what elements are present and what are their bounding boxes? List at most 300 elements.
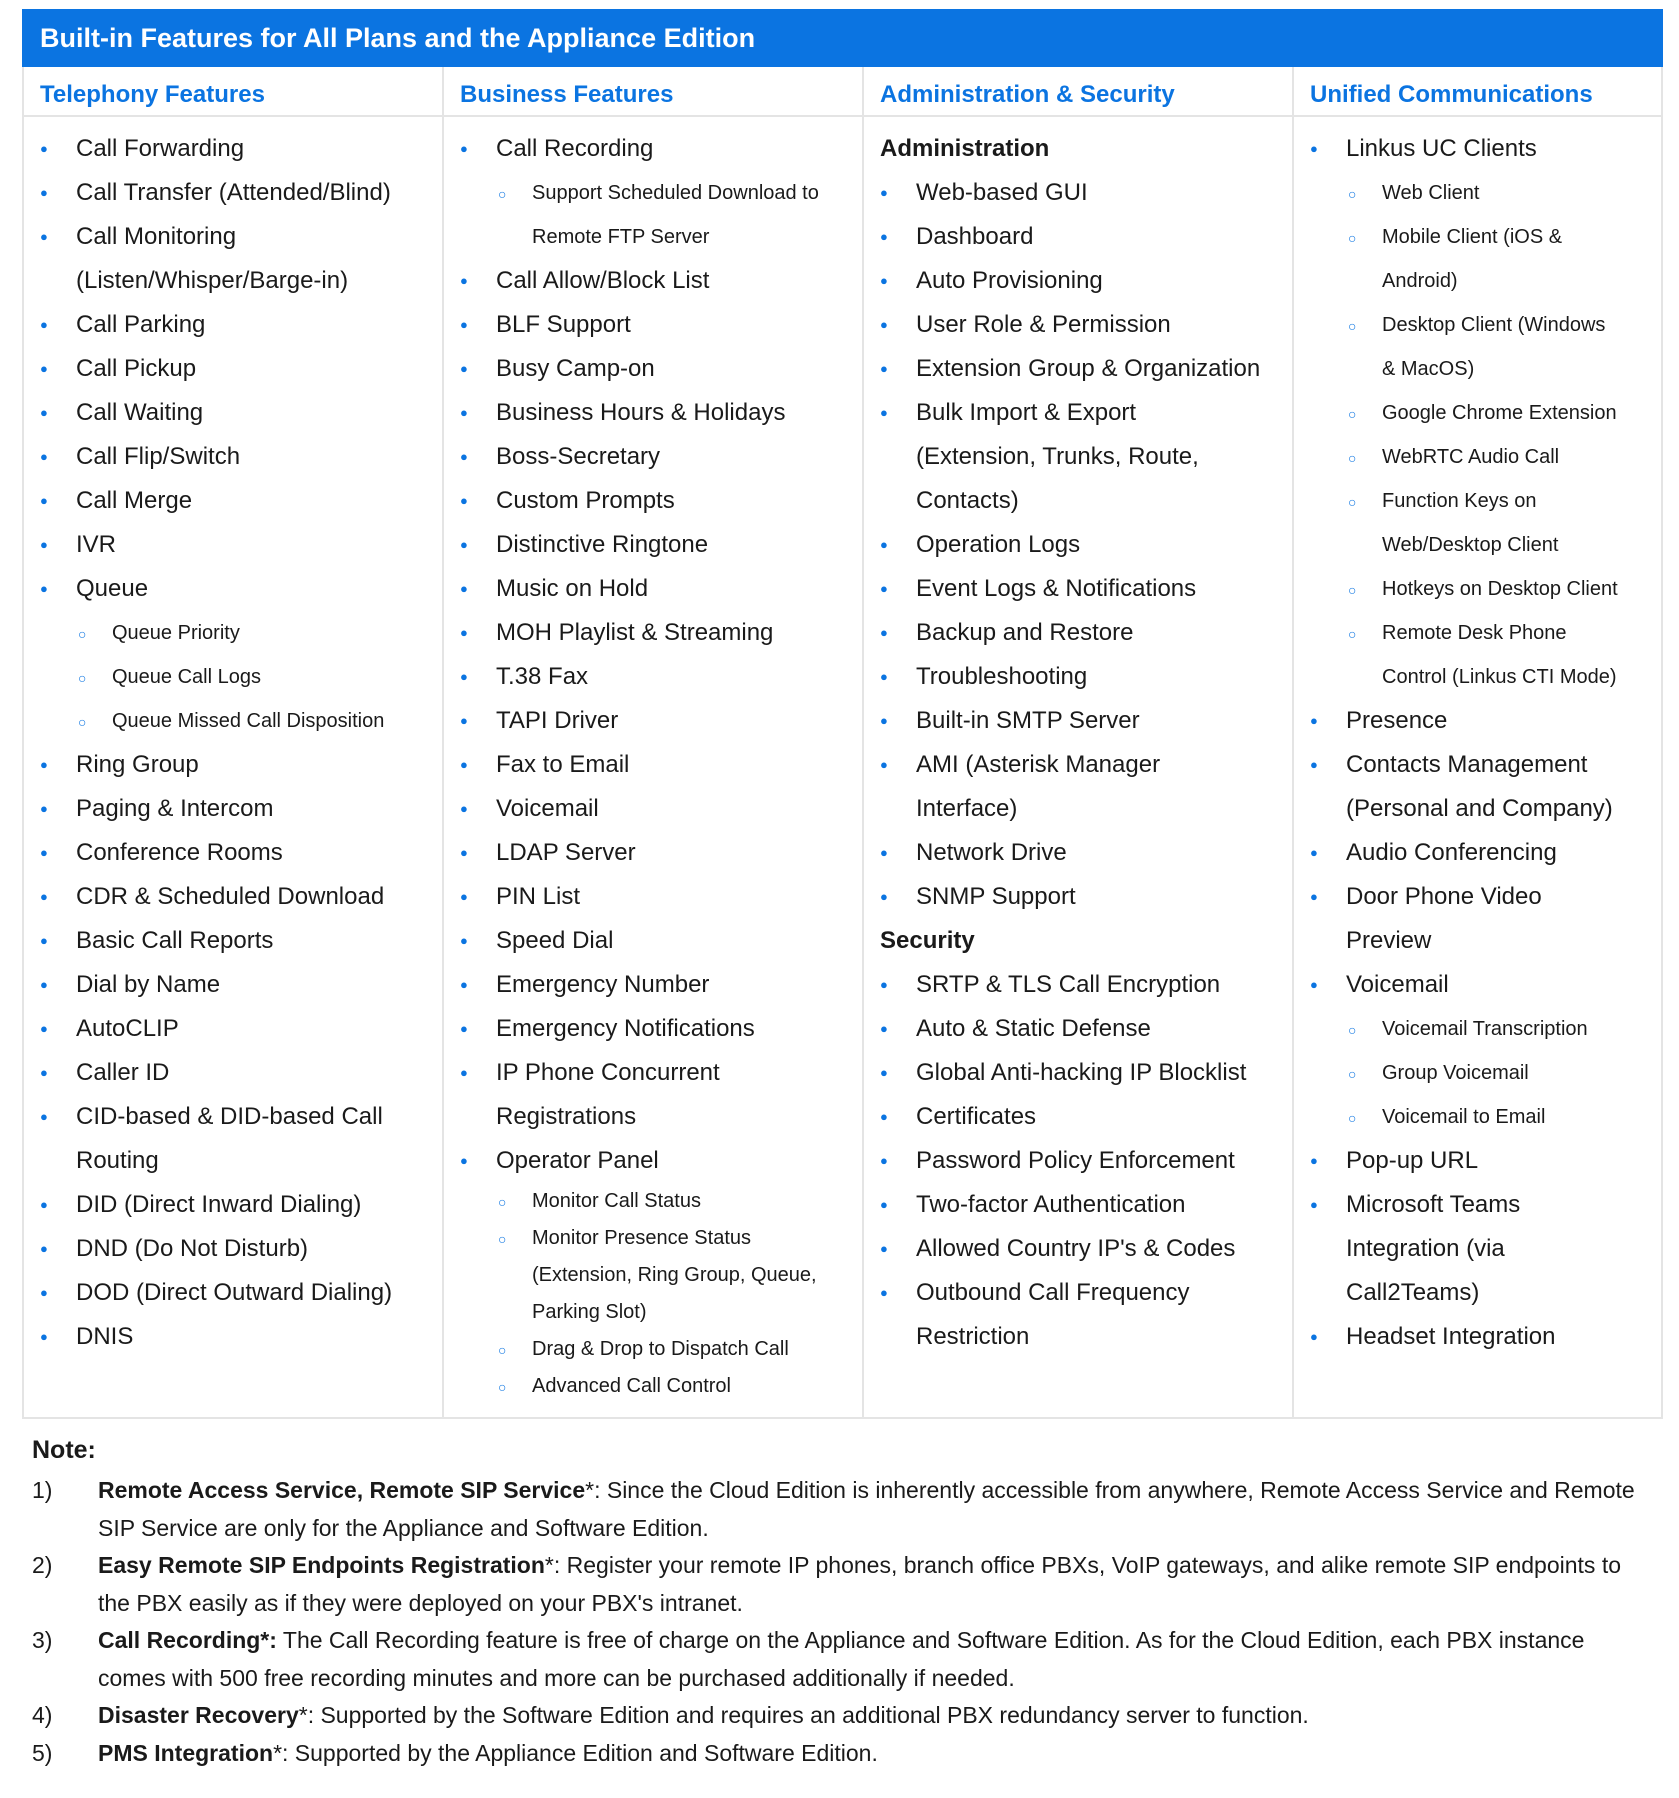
list-item xyxy=(864,875,1292,919)
filled-dot-icon: ● xyxy=(880,273,888,288)
item-text-line: Remote FTP Server xyxy=(532,226,710,248)
filled-dot-icon: ● xyxy=(40,977,48,992)
filled-dot-icon: ● xyxy=(40,537,48,552)
filled-dot-icon: ● xyxy=(880,1285,888,1300)
item-text-line: Security xyxy=(880,927,975,954)
item-text-line: Call Forwarding xyxy=(76,135,245,162)
item-text-line: Busy Camp-on xyxy=(496,355,655,382)
filled-dot-icon: ● xyxy=(880,713,888,728)
filled-dot-icon: ● xyxy=(460,845,468,860)
hollow-circle-icon: ○ xyxy=(1348,1110,1357,1126)
item-text-line: Queue Priority xyxy=(112,622,240,644)
item-text-line: Pop-up URL xyxy=(1346,1147,1479,1174)
item-text-line: CID-based & DID-based Call xyxy=(76,1103,383,1130)
item-text-line: PIN List xyxy=(496,883,581,910)
filled-dot-icon: ● xyxy=(1310,889,1318,904)
item-text-line: Web Client xyxy=(1382,182,1480,204)
item-text-line: Door Phone Video xyxy=(1346,883,1542,910)
filled-dot-icon: ● xyxy=(880,405,888,420)
filled-dot-icon: ● xyxy=(460,141,468,156)
item-text-line: Audio Conferencing xyxy=(1346,839,1557,866)
list-item xyxy=(1294,1139,1661,1183)
list-item xyxy=(1294,1315,1661,1359)
note-text: : Since the Cloud Edition is inherently accessible from anywhere, Remote Access Service and Remote SIP Service are only for the Appliance and Software Edition. xyxy=(98,1477,1635,1541)
item-text-line: T.38 Fax xyxy=(496,663,589,690)
feature-column xyxy=(444,67,864,1417)
sub-list-item xyxy=(444,1331,862,1368)
item-text-line: Call Monitoring xyxy=(76,223,237,250)
sub-list-item xyxy=(24,611,442,655)
filled-dot-icon: ● xyxy=(40,405,48,420)
filled-dot-icon: ● xyxy=(40,1021,48,1036)
feature-table xyxy=(22,9,1663,1419)
sub-list-item xyxy=(1294,391,1661,435)
item-text-line: Routing xyxy=(76,1147,159,1174)
hollow-circle-icon: ○ xyxy=(78,626,87,642)
sub-list-item xyxy=(444,1183,862,1220)
feature-column xyxy=(1294,67,1661,1417)
item-text-line: Call Parking xyxy=(76,311,206,338)
item-text-line: Music on Hold xyxy=(496,575,649,602)
item-text-line: AutoCLIP xyxy=(76,1015,179,1042)
filled-dot-icon: ● xyxy=(880,845,888,860)
list-item xyxy=(444,567,862,611)
item-text-line: Queue Call Logs xyxy=(112,666,261,688)
list-item xyxy=(864,1183,1292,1227)
hollow-circle-icon: ○ xyxy=(498,1342,507,1358)
item-text-line: Contacts Management xyxy=(1346,751,1588,778)
list-item xyxy=(1294,699,1661,743)
sub-list-item xyxy=(24,699,442,743)
filled-dot-icon: ● xyxy=(460,1021,468,1036)
list-item xyxy=(444,611,862,655)
filled-dot-icon: ● xyxy=(880,1065,888,1080)
item-text-line: SRTP & TLS Call Encryption xyxy=(916,971,1221,998)
list-item xyxy=(444,347,862,391)
filled-dot-icon: ● xyxy=(460,405,468,420)
item-text-line: & MacOS) xyxy=(1382,358,1475,380)
list-item xyxy=(1294,831,1661,875)
note-text: : Register your remote IP phones, branch office PBXs, VoIP gateways, and alike remote SIP endpoints to the PBX easily as if they were deployed on your PBX's intranet. xyxy=(98,1552,1622,1616)
filled-dot-icon: ● xyxy=(880,229,888,244)
item-text-line: Two-factor Authentication xyxy=(916,1191,1186,1218)
hollow-circle-icon: ○ xyxy=(498,1231,507,1247)
note-asterisk: * xyxy=(585,1477,595,1503)
filled-dot-icon: ● xyxy=(40,889,48,904)
filled-dot-icon: ● xyxy=(1310,1329,1318,1344)
item-text-line: Call Flip/Switch xyxy=(76,443,241,470)
filled-dot-icon: ● xyxy=(40,1065,48,1080)
item-text-line: Emergency Notifications xyxy=(496,1015,755,1042)
sub-list-item xyxy=(1294,1095,1661,1139)
filled-dot-icon: ● xyxy=(40,449,48,464)
item-text-line: Call Waiting xyxy=(76,399,204,426)
item-text-line: Drag & Drop to Dispatch Call xyxy=(532,1338,789,1360)
list-item xyxy=(24,1315,442,1359)
column-body xyxy=(864,117,1292,1371)
filled-dot-icon: ● xyxy=(880,625,888,640)
filled-dot-icon: ● xyxy=(460,1065,468,1080)
list-item xyxy=(444,743,862,787)
column-header: Business Features xyxy=(444,67,862,117)
note-feature-name: Easy Remote SIP Endpoints Registration xyxy=(98,1552,545,1578)
list-item xyxy=(24,303,442,347)
item-text-line: SNMP Support xyxy=(916,883,1076,910)
item-text-line: Troubleshooting xyxy=(916,663,1088,690)
item-text-line: DND (Do Not Disturb) xyxy=(76,1235,309,1262)
feature-columns xyxy=(22,67,1663,1419)
list-item xyxy=(444,1007,862,1051)
list-item xyxy=(24,787,442,831)
filled-dot-icon: ● xyxy=(40,1329,48,1344)
list-item xyxy=(444,523,862,567)
hollow-circle-icon: ○ xyxy=(78,670,87,686)
filled-dot-icon: ● xyxy=(460,625,468,640)
note-number: 2) xyxy=(32,1552,53,1578)
filled-dot-icon: ● xyxy=(880,889,888,904)
item-text-line: Conference Rooms xyxy=(76,839,283,866)
filled-dot-icon: ● xyxy=(40,1241,48,1256)
filled-dot-icon: ● xyxy=(1310,713,1318,728)
item-text-line: Custom Prompts xyxy=(496,487,675,514)
item-text-line: Desktop Client (Windows xyxy=(1382,314,1606,336)
list-item xyxy=(444,1051,862,1139)
sub-list-item xyxy=(1294,215,1661,303)
item-text-line: Event Logs & Notifications xyxy=(916,575,1197,602)
list-item xyxy=(24,391,442,435)
sub-list-item xyxy=(1294,611,1661,699)
item-text-line: Microsoft Teams xyxy=(1346,1191,1521,1218)
item-text-line: (Extension, Trunks, Route, xyxy=(916,443,1199,470)
item-text-line: Built-in SMTP Server xyxy=(916,707,1140,734)
note-number: 1) xyxy=(32,1477,53,1503)
item-text-line: Voicemail to Email xyxy=(1382,1106,1546,1128)
sub-list-item xyxy=(444,171,862,259)
list-item xyxy=(864,655,1292,699)
list-item xyxy=(444,919,862,963)
list-item xyxy=(24,347,442,391)
item-text-line: Queue Missed Call Disposition xyxy=(112,710,385,732)
item-text-line: Contacts) xyxy=(916,487,1019,514)
list-item xyxy=(444,479,862,523)
filled-dot-icon: ● xyxy=(40,1285,48,1300)
list-item xyxy=(864,699,1292,743)
note-number: 4) xyxy=(32,1702,53,1728)
filled-dot-icon: ● xyxy=(880,1153,888,1168)
list-item xyxy=(24,1183,442,1227)
list-item xyxy=(864,1271,1292,1359)
item-text-line: Voicemail xyxy=(1346,971,1449,998)
filled-dot-icon: ● xyxy=(40,229,48,244)
item-text-line: User Role & Permission xyxy=(916,311,1171,338)
list-item xyxy=(864,831,1292,875)
column-header: Unified Communications xyxy=(1294,67,1661,117)
item-text-line: LDAP Server xyxy=(496,839,636,866)
list-item xyxy=(24,435,442,479)
item-text-line: Google Chrome Extension xyxy=(1382,402,1617,424)
filled-dot-icon: ● xyxy=(880,757,888,772)
hollow-circle-icon: ○ xyxy=(1348,450,1357,466)
column-header: Telephony Features xyxy=(24,67,442,117)
hollow-circle-icon: ○ xyxy=(498,1379,507,1395)
sub-list-item xyxy=(1294,435,1661,479)
list-item xyxy=(444,127,862,171)
note-text: : Supported by the Software Edition and requires an additional PBX redundancy server to function. xyxy=(307,1702,1309,1728)
filled-dot-icon: ● xyxy=(1310,1153,1318,1168)
hollow-circle-icon: ○ xyxy=(498,186,507,202)
item-text-line: (Extension, Ring Group, Queue, xyxy=(532,1264,817,1286)
item-text-line: Queue xyxy=(76,575,149,602)
filled-dot-icon: ● xyxy=(880,581,888,596)
item-text-line: BLF Support xyxy=(496,311,631,338)
note-title: Note: xyxy=(32,1436,96,1464)
item-text-line: Caller ID xyxy=(76,1059,170,1086)
item-text-line: Headset Integration xyxy=(1346,1323,1556,1350)
item-text-line: AMI (Asterisk Manager xyxy=(916,751,1161,778)
filled-dot-icon: ● xyxy=(460,713,468,728)
item-text-line: Call Recording xyxy=(496,135,654,162)
filled-dot-icon: ● xyxy=(880,317,888,332)
item-text-line: Call2Teams) xyxy=(1346,1279,1480,1306)
item-text-line: Web-based GUI xyxy=(916,179,1088,206)
list-item xyxy=(444,655,862,699)
item-text-line: Distinctive Ringtone xyxy=(496,531,709,558)
filled-dot-icon: ● xyxy=(1310,1197,1318,1212)
item-text-line: Fax to Email xyxy=(496,751,630,778)
filled-dot-icon: ● xyxy=(1310,141,1318,156)
feature-column xyxy=(864,67,1294,1417)
item-text-line: Call Transfer (Attended/Blind) xyxy=(76,179,391,206)
filled-dot-icon: ● xyxy=(1310,977,1318,992)
item-text-line: WebRTC Audio Call xyxy=(1382,446,1560,468)
list-item xyxy=(24,831,442,875)
list-item xyxy=(864,347,1292,391)
item-text-line: Restriction xyxy=(916,1323,1030,1350)
item-text-line: Speed Dial xyxy=(496,927,614,954)
sub-list-item xyxy=(1294,1007,1661,1051)
list-item xyxy=(24,1007,442,1051)
note-number: 3) xyxy=(32,1627,53,1653)
item-text-line: Mobile Client (iOS & xyxy=(1382,226,1563,248)
list-item xyxy=(444,963,862,1007)
section-heading xyxy=(864,919,1292,963)
hollow-circle-icon: ○ xyxy=(1348,1066,1357,1082)
filled-dot-icon: ● xyxy=(880,977,888,992)
item-text-line: IP Phone Concurrent xyxy=(496,1059,720,1086)
item-text-line: CDR & Scheduled Download xyxy=(76,883,385,910)
note-feature-name: Remote Access Service, Remote SIP Service xyxy=(98,1477,586,1503)
item-text-line: Remote Desk Phone xyxy=(1382,622,1567,644)
note-text: : Supported by the Appliance Edition and Software Edition. xyxy=(282,1739,878,1766)
filled-dot-icon: ● xyxy=(460,317,468,332)
note-item xyxy=(32,1735,1652,1773)
note-asterisk: * xyxy=(544,1552,554,1578)
note-item xyxy=(32,1547,1652,1622)
item-text-line: Call Allow/Block List xyxy=(496,267,710,294)
note-asterisk: * xyxy=(298,1702,308,1728)
column-body xyxy=(24,117,442,1371)
list-item xyxy=(864,743,1292,831)
list-item xyxy=(864,1139,1292,1183)
list-item xyxy=(24,919,442,963)
filled-dot-icon: ● xyxy=(40,493,48,508)
item-text-line: Control (Linkus CTI Mode) xyxy=(1382,666,1617,688)
item-text-line: Parking Slot) xyxy=(532,1301,647,1323)
list-item xyxy=(1294,743,1661,831)
item-text-line: Hotkeys on Desktop Client xyxy=(1382,578,1618,600)
filled-dot-icon: ● xyxy=(460,889,468,904)
list-item xyxy=(444,699,862,743)
item-text-line: MOH Playlist & Streaming xyxy=(496,619,774,646)
item-text-line: Function Keys on xyxy=(1382,490,1537,512)
filled-dot-icon: ● xyxy=(460,449,468,464)
list-item xyxy=(24,1271,442,1315)
item-text-line: DID (Direct Inward Dialing) xyxy=(76,1191,362,1218)
item-text-line: Network Drive xyxy=(916,839,1067,866)
item-text-line: IVR xyxy=(76,531,117,558)
hollow-circle-icon: ○ xyxy=(1348,1022,1357,1038)
item-text-line: Dashboard xyxy=(916,223,1034,250)
filled-dot-icon: ● xyxy=(1310,845,1318,860)
filled-dot-icon: ● xyxy=(460,1153,468,1168)
item-text-line: Auto & Static Defense xyxy=(916,1015,1151,1042)
list-item xyxy=(1294,963,1661,1007)
filled-dot-icon: ● xyxy=(460,273,468,288)
note-asterisk: * xyxy=(273,1739,283,1766)
list-item xyxy=(864,303,1292,347)
item-text-line: Preview xyxy=(1346,927,1432,954)
sub-list-item xyxy=(444,1368,862,1405)
item-text-line: Presence xyxy=(1346,707,1448,734)
filled-dot-icon: ● xyxy=(460,757,468,772)
list-item xyxy=(444,303,862,347)
item-text-line: Dial by Name xyxy=(76,971,221,998)
sub-list-item xyxy=(1294,1051,1661,1095)
filled-dot-icon: ● xyxy=(460,581,468,596)
notes-section xyxy=(32,1430,1652,1772)
item-text-line: Certificates xyxy=(916,1103,1037,1130)
list-item xyxy=(24,1051,442,1095)
item-text-line: Allowed Country IP's & Codes xyxy=(916,1235,1236,1262)
filled-dot-icon: ● xyxy=(460,493,468,508)
item-text-line: Android) xyxy=(1382,270,1458,292)
list-item xyxy=(24,479,442,523)
item-text-line: Advanced Call Control xyxy=(532,1375,731,1397)
list-item xyxy=(864,1095,1292,1139)
list-item xyxy=(24,743,442,787)
section-heading xyxy=(864,127,1292,171)
item-text-line: Backup and Restore xyxy=(916,619,1134,646)
hollow-circle-icon: ○ xyxy=(1348,582,1357,598)
item-text-line: Auto Provisioning xyxy=(916,267,1103,294)
item-text-line: Ring Group xyxy=(76,751,199,778)
filled-dot-icon: ● xyxy=(460,933,468,948)
feature-column xyxy=(24,67,444,1417)
note-item xyxy=(32,1697,1652,1735)
filled-dot-icon: ● xyxy=(880,1109,888,1124)
list-item xyxy=(1294,1183,1661,1315)
list-item xyxy=(444,391,862,435)
filled-dot-icon: ● xyxy=(460,361,468,376)
item-text-line: (Personal and Company) xyxy=(1346,795,1613,822)
list-item xyxy=(24,523,442,567)
item-text-line: Monitor Call Status xyxy=(532,1190,701,1212)
list-item xyxy=(864,1227,1292,1271)
list-item xyxy=(864,259,1292,303)
filled-dot-icon: ● xyxy=(40,317,48,332)
item-text-line: Group Voicemail xyxy=(1382,1062,1529,1084)
item-text-line: TAPI Driver xyxy=(496,707,619,734)
list-item xyxy=(864,1007,1292,1051)
list-item xyxy=(24,567,442,611)
hollow-circle-icon: ○ xyxy=(1348,230,1357,246)
hollow-circle-icon: ○ xyxy=(498,1194,507,1210)
list-item xyxy=(864,567,1292,611)
item-text-line: Integration (via xyxy=(1346,1235,1505,1262)
filled-dot-icon: ● xyxy=(40,581,48,596)
list-item xyxy=(24,215,442,303)
filled-dot-icon: ● xyxy=(880,1197,888,1212)
hollow-circle-icon: ○ xyxy=(1348,318,1357,334)
item-text-line: Bulk Import & Export xyxy=(916,399,1137,426)
item-text-line: Voicemail Transcription xyxy=(1382,1018,1588,1040)
list-item xyxy=(444,875,862,919)
sub-list-item xyxy=(444,1220,862,1331)
sub-list-item xyxy=(1294,171,1661,215)
hollow-circle-icon: ○ xyxy=(1348,186,1357,202)
item-text-line: Call Merge xyxy=(76,487,193,514)
sub-list-item xyxy=(1294,303,1661,391)
table-title: Built-in Features for All Plans and the Appliance Edition xyxy=(22,9,1663,67)
list-item xyxy=(864,611,1292,655)
list-item xyxy=(24,1227,442,1271)
list-item xyxy=(24,127,442,171)
item-text-line: Paging & Intercom xyxy=(76,795,274,822)
list-item xyxy=(444,787,862,831)
filled-dot-icon: ● xyxy=(880,361,888,376)
item-text-line: DOD (Direct Outward Dialing) xyxy=(76,1279,393,1306)
list-item xyxy=(864,963,1292,1007)
list-item xyxy=(24,171,442,215)
hollow-circle-icon: ○ xyxy=(1348,494,1357,510)
filled-dot-icon: ● xyxy=(40,801,48,816)
item-text-line: Support Scheduled Download to xyxy=(532,182,819,204)
note-feature-name: PMS Integration xyxy=(98,1739,274,1766)
item-text-line: Web/Desktop Client xyxy=(1382,534,1559,556)
hollow-circle-icon: ○ xyxy=(1348,626,1357,642)
filled-dot-icon: ● xyxy=(1310,757,1318,772)
list-item xyxy=(444,831,862,875)
filled-dot-icon: ● xyxy=(880,537,888,552)
note-text: The Call Recording feature is free of charge on the Appliance and Software Edition. As for the Cloud Edition, each PBX instance comes with 500 free recording minutes and more can be purchased additionally if needed. xyxy=(98,1627,1585,1691)
list-item xyxy=(24,875,442,919)
filled-dot-icon: ● xyxy=(460,537,468,552)
list-item xyxy=(1294,875,1661,963)
filled-dot-icon: ● xyxy=(40,141,48,156)
list-item xyxy=(864,1051,1292,1095)
item-text-line: Boss-Secretary xyxy=(496,443,661,470)
filled-dot-icon: ● xyxy=(880,1021,888,1036)
item-text-line: Operation Logs xyxy=(916,531,1081,558)
filled-dot-icon: ● xyxy=(460,669,468,684)
item-text-line: Global Anti-hacking IP Blocklist xyxy=(916,1059,1247,1086)
column-body xyxy=(1294,117,1661,1371)
filled-dot-icon: ● xyxy=(40,933,48,948)
filled-dot-icon: ● xyxy=(40,757,48,772)
list-item xyxy=(864,523,1292,567)
item-text-line: Operator Panel xyxy=(496,1147,659,1174)
hollow-circle-icon: ○ xyxy=(1348,406,1357,422)
